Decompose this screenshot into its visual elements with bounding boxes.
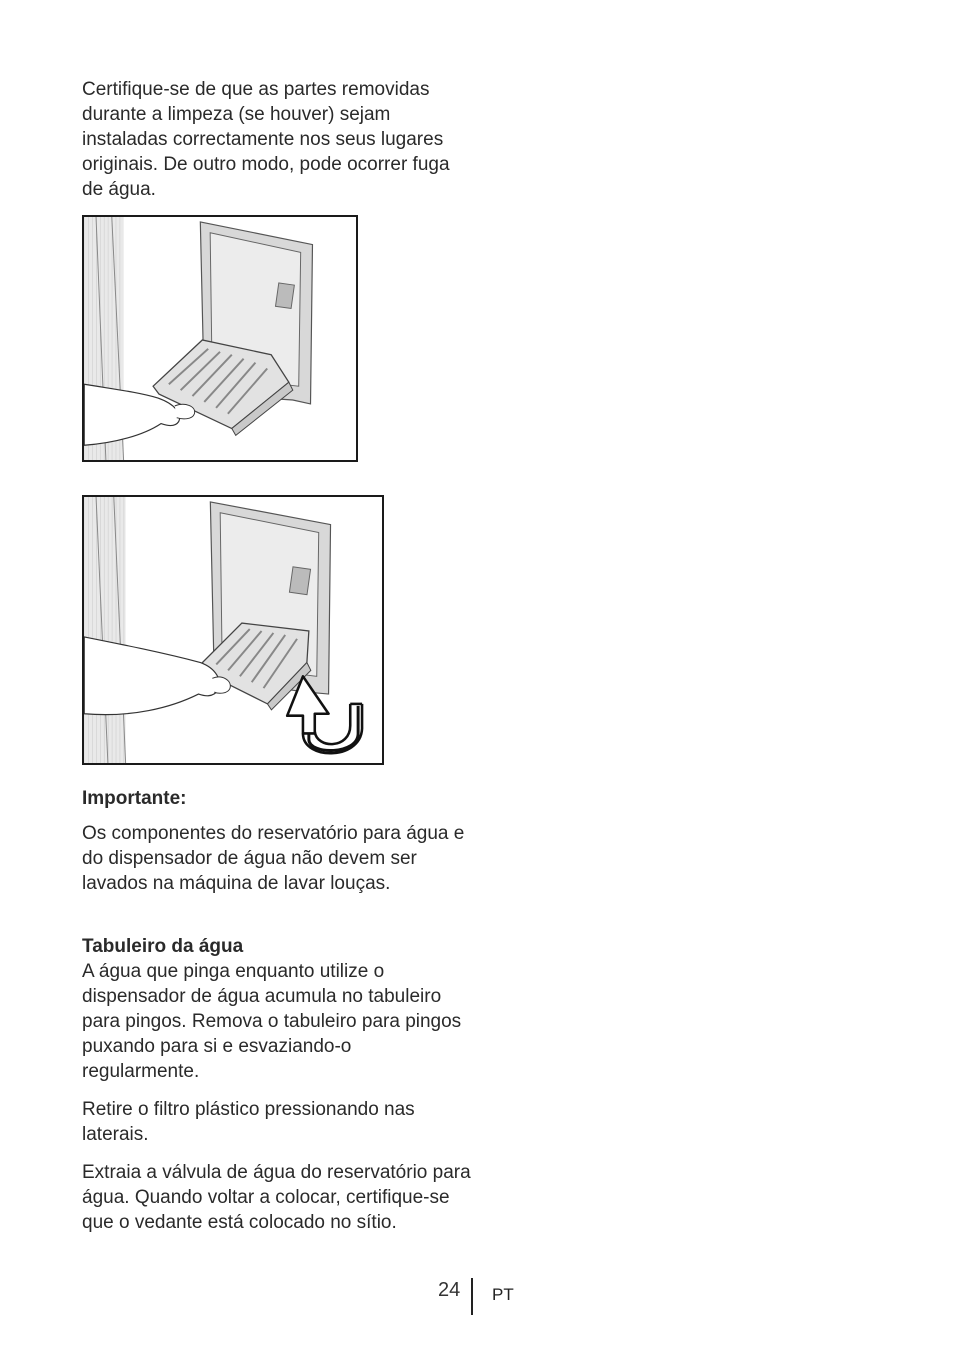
language-code: PT	[492, 1285, 514, 1304]
water-tray-heading: Tabuleiro da água	[82, 936, 244, 957]
page-number: 24	[438, 1279, 461, 1301]
footer-divider	[471, 1278, 473, 1315]
figure-remove-drip-tray	[82, 215, 358, 462]
figure-insert-drip-tray	[82, 495, 384, 765]
paragraph-water-tray: A água que pinga enquanto utilize o dispensador de água acumula no tabuleiro para pingos. Remova o tabuleiro para pingos puxando para si e esvaziando-o regularmente.	[82, 961, 462, 1082]
paragraph-remove-filter: Retire o filtro plástico pressionando nas laterais.	[82, 1099, 415, 1145]
paragraph-extract-valve: Extraia a válvula de água do reservatório para água. Quando voltar a colocar, certifique-se que o vedante está colocado no sítio.	[82, 1162, 471, 1233]
paragraph-dishwasher-warning: Os componentes do reservatório para água e do dispensador de água não devem ser lavados na máquina de lavar louças.	[82, 823, 465, 894]
paragraph-reinstall-parts: Certifique-se de que as partes removidas durante a limpeza (se houver) sejam instaladas correctamente nos seus lugares originais. De outro modo, pode ocorrer fuga de água.	[82, 79, 450, 200]
important-heading: Importante:	[82, 788, 187, 809]
